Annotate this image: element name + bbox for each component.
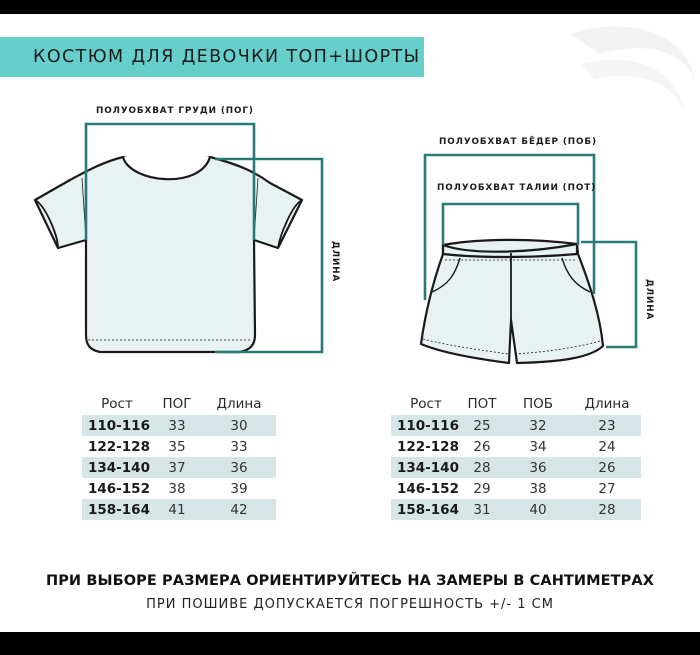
table-row <box>391 499 641 520</box>
length-cell: 33 <box>230 438 248 455</box>
height-cell: 146-152 <box>397 480 459 497</box>
waist-cell: 29 <box>473 480 491 497</box>
table-row <box>82 436 276 457</box>
hip-cell: 38 <box>529 480 547 497</box>
column-header: Длина <box>584 396 630 412</box>
length-cell: 23 <box>573 415 641 436</box>
height-cell: 110-116 <box>391 415 461 436</box>
waist-cell: 31 <box>461 499 503 520</box>
hip-cell: 36 <box>503 457 573 478</box>
table-row <box>82 499 276 520</box>
length-cell: 28 <box>573 499 641 520</box>
shorts-size-table <box>391 393 641 520</box>
height-cell: 122-128 <box>88 438 150 455</box>
column-header: ПОТ <box>467 396 497 412</box>
table-header-row <box>391 393 641 415</box>
table-row <box>391 415 641 436</box>
length-cell: 36 <box>202 457 276 478</box>
page-title: КОСТЮМ ДЛЯ ДЕВОЧКИ ТОП+ШОРТЫ <box>33 47 421 67</box>
length-cell: 24 <box>598 438 616 455</box>
length-cell: 26 <box>573 457 641 478</box>
table-row <box>391 478 641 499</box>
hip-cell: 32 <box>503 415 573 436</box>
length-cell: 42 <box>202 499 276 520</box>
column-header: Длина <box>216 396 262 412</box>
height-cell: 146-152 <box>88 480 150 497</box>
height-cell: 134-140 <box>391 457 461 478</box>
height-cell: 110-116 <box>82 415 152 436</box>
waist-cell: 28 <box>461 457 503 478</box>
table-row <box>391 436 641 457</box>
size-guidance-note: ПРИ ВЫБОРЕ РАЗМЕРА ОРИЕНТИРУЙТЕСЬ НА ЗАМЕРЫ В САНТИМЕТРАХ <box>45 573 655 589</box>
hip-cell: 40 <box>503 499 573 520</box>
table-row <box>82 457 276 478</box>
waist-girth-label: ПОЛУОБХВАТ ТАЛИИ (ПОТ) <box>437 183 597 193</box>
table-row <box>82 478 276 499</box>
chest-cell: 41 <box>152 499 202 520</box>
hip-girth-label: ПОЛУОБХВАТ БЁДЕР (ПОБ) <box>439 137 597 147</box>
chest-girth-label: ПОЛУОБХВАТ ГРУДИ (ПОГ) <box>96 106 254 116</box>
bottom-black-bar <box>0 632 700 655</box>
chest-cell: 35 <box>168 438 186 455</box>
length-cell: 27 <box>598 480 616 497</box>
length-cell: 39 <box>230 480 248 497</box>
column-header: Рост <box>410 396 442 412</box>
tshirt-size-table <box>82 393 276 520</box>
length-cell: 30 <box>202 415 276 436</box>
table-header-row <box>82 393 276 415</box>
shorts-length-label: ДЛИНА <box>644 279 654 321</box>
chest-cell: 37 <box>152 457 202 478</box>
tshirt-drawing <box>35 157 302 352</box>
tshirt-length-label: ДЛИНА <box>330 241 340 283</box>
waist-cell: 26 <box>473 438 491 455</box>
shorts-drawing <box>421 240 603 363</box>
height-cell: 134-140 <box>82 457 152 478</box>
height-cell: 158-164 <box>82 499 152 520</box>
table-row <box>82 415 276 436</box>
tolerance-note: ПРИ ПОШИВЕ ДОПУСКАЕТСЯ ПОГРЕШНОСТЬ +/- 1 СМ <box>146 597 554 612</box>
height-cell: 122-128 <box>397 438 459 455</box>
height-cell: 158-164 <box>391 499 461 520</box>
column-header: ПОГ <box>162 396 192 412</box>
column-header: ПОБ <box>522 396 554 412</box>
column-header: Рост <box>101 396 133 412</box>
chest-cell: 38 <box>168 480 186 497</box>
hip-cell: 34 <box>529 438 547 455</box>
chest-cell: 33 <box>152 415 202 436</box>
waist-cell: 25 <box>461 415 503 436</box>
table-row <box>391 457 641 478</box>
